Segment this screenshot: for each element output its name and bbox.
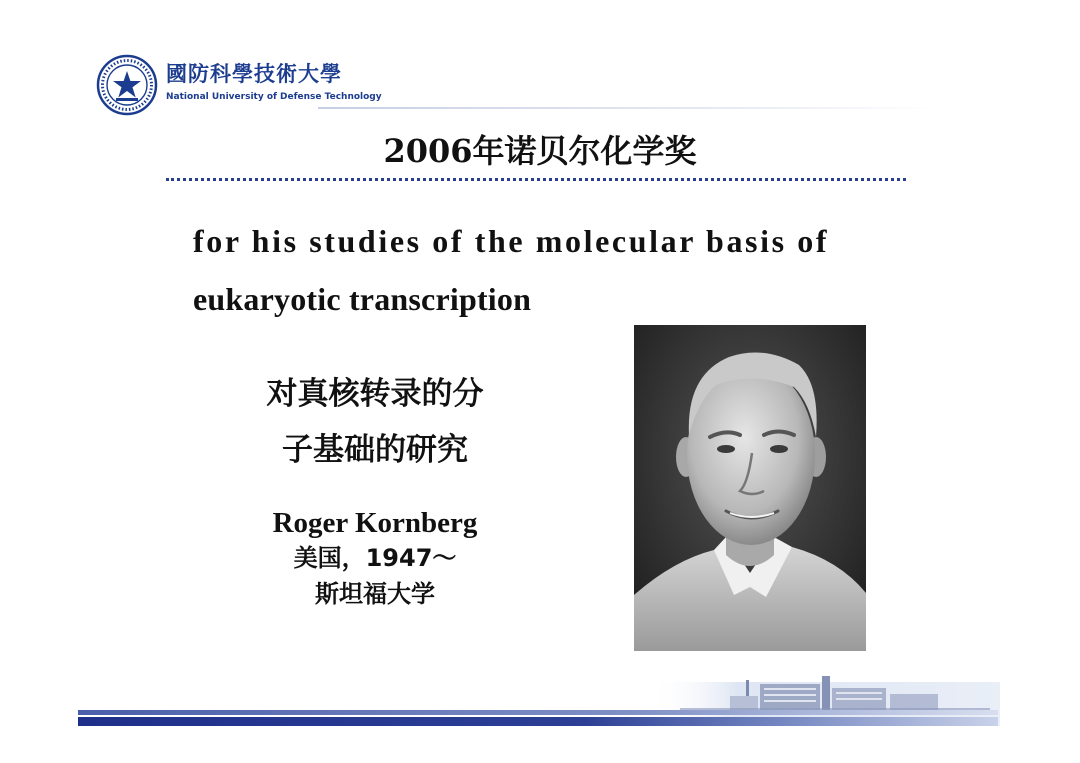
citation-line-2: eukaryotic transcription (193, 281, 532, 317)
university-seal-icon (96, 54, 158, 116)
citation-line-1: for his studies of the molecular basis of (193, 223, 830, 259)
portrait-photo (634, 325, 866, 651)
laureate-name: Roger Kornberg (272, 507, 478, 539)
title-dotted-divider (166, 178, 906, 181)
prize-citation (193, 212, 893, 328)
header-divider (318, 107, 938, 109)
citation-chinese-line-2: 子基础的研究 (282, 432, 468, 468)
citation-chinese-line-1: 对真核转录的分 (266, 376, 484, 412)
slide-title: 2006年诺贝尔化学奖 (383, 132, 697, 170)
university-name-cn: 國防科學技術大學 (166, 61, 342, 86)
footer-stripe (78, 706, 998, 730)
laureate-info (230, 506, 520, 612)
laureate-affiliation: 斯坦福大学 (315, 580, 435, 608)
laureate-origin: 美国，1947～ (293, 544, 457, 572)
university-name-en: National University of Defense Technology (166, 92, 382, 102)
citation-chinese (230, 366, 520, 478)
